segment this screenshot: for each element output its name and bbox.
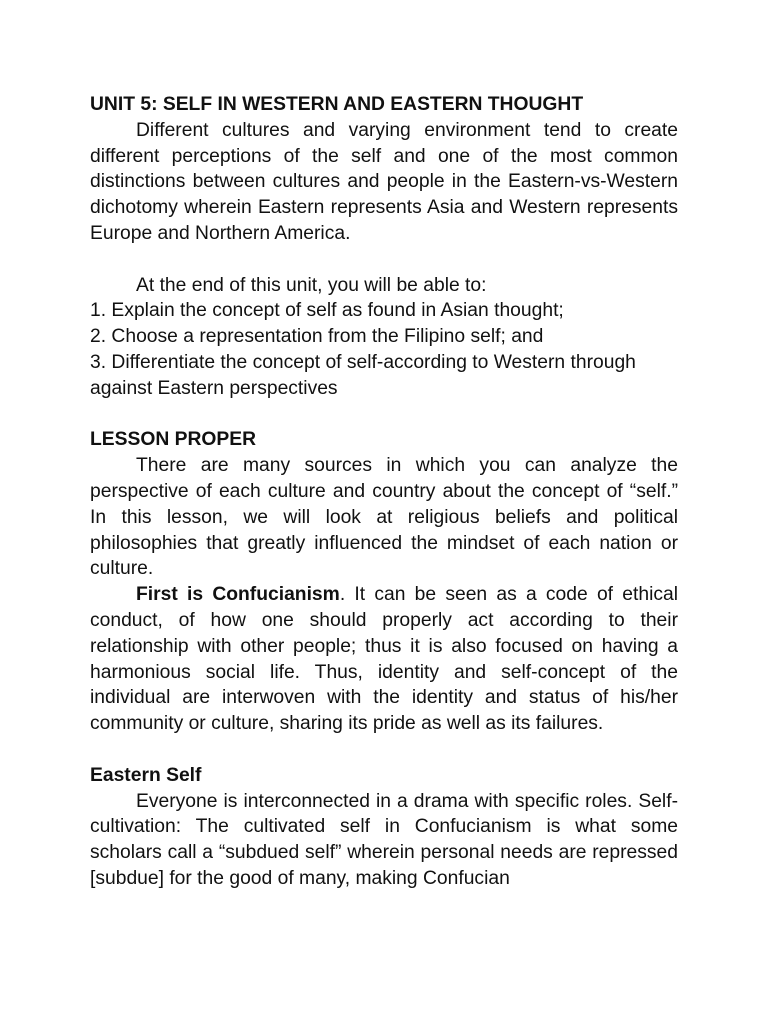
unit-title: UNIT 5: SELF IN WESTERN AND EASTERN THOUGHT — [90, 94, 584, 115]
objective-item: 1. Explain the concept of self as found in Asian thought; — [90, 300, 564, 322]
document-page — [90, 92, 678, 892]
eastern-self-paragraph: Everyone is interconnected in a drama with specific roles. Self-cultivation: The cultivated self in Confucianism is what some scholars call a “subdued self” wherein personal needs are repressed [subdue] for the good of many, making Confucian — [90, 790, 678, 889]
spacer — [90, 247, 678, 273]
objectives-intro: At the end of this unit, you will be able to: — [136, 274, 487, 296]
confucianism-lead: First is Confucianism — [136, 584, 340, 606]
objective-item: 3. Differentiate the concept of self-according to Western through against Eastern perspectives — [90, 351, 636, 399]
objectives-list — [90, 298, 678, 401]
lesson-paragraph: There are many sources in which you can analyze the perspective of each culture and country about the concept of “self.” In this lesson, we will look at religious beliefs and political philosophies that greatly influenced the mindset of each nation or culture. — [90, 455, 678, 580]
intro-paragraph: Different cultures and varying environment tend to create different perceptions of the self and one of the most common distinctions between cultures and people in the Eastern-vs-Western dichotomy wherein Eastern represents Asia and Western represents Europe and Northern America. — [90, 119, 678, 244]
confucianism-paragraph — [90, 582, 678, 737]
confucianism-text: . It can be seen as a code of ethical conduct, of how one should properly act according to their relationship with other people; thus it is also focused on having a harmonious social life. Thus, identity and self-concept of the individual are interwoven with the identity and status of his/her community or culture, sharing its pride as well as its failures. — [90, 584, 679, 735]
spacer — [90, 402, 678, 428]
eastern-self-heading: Eastern Self — [90, 764, 202, 786]
spacer — [90, 737, 678, 763]
objective-item: 2. Choose a representation from the Filipino self; and — [90, 326, 544, 348]
lesson-heading: LESSON PROPER — [90, 429, 257, 451]
